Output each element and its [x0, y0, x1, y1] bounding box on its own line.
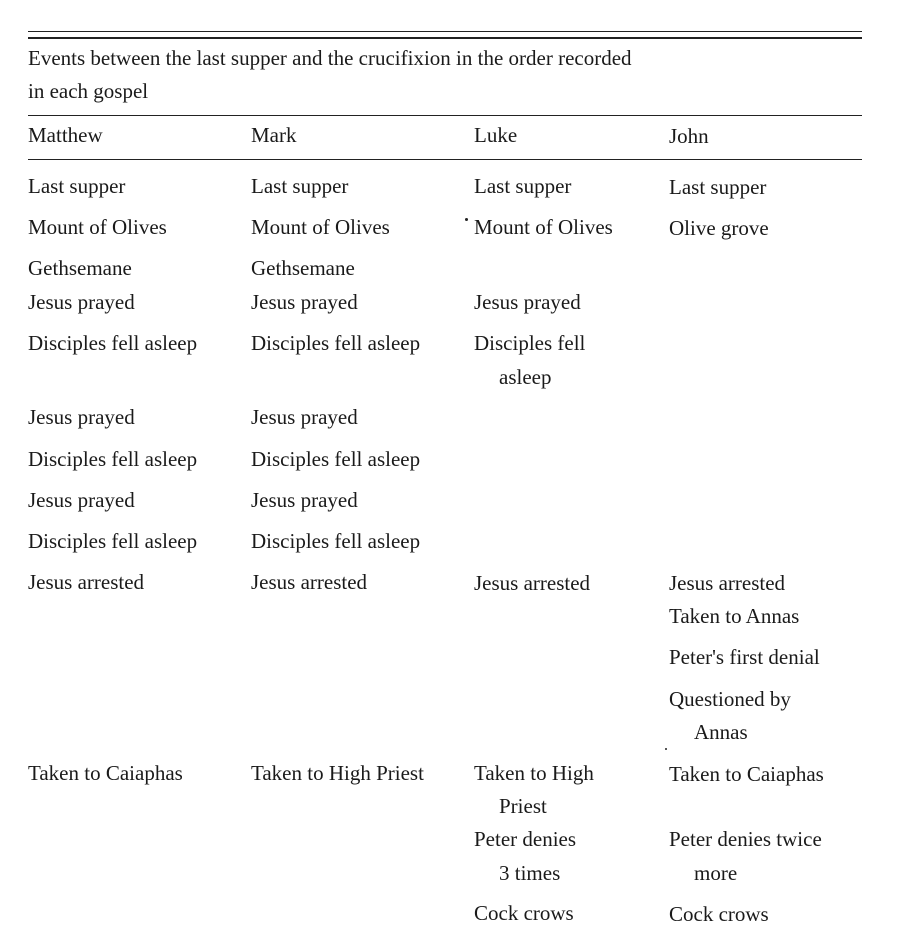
- header-mark: Mark: [251, 123, 297, 147]
- table-cell: Jesus prayed: [251, 488, 358, 512]
- table-cell: Peter denies: [474, 827, 577, 851]
- table-cell: Cock crows: [669, 902, 769, 926]
- table-cell: Jesus arrested: [28, 570, 145, 594]
- table-cell: Jesus arrested: [251, 570, 368, 594]
- table-cell: Jesus prayed: [251, 290, 358, 314]
- top-thin-rule: [28, 31, 862, 32]
- table-cell: Mount of Olives: [251, 215, 390, 239]
- table-cell: Questioned by: [669, 687, 791, 711]
- table-cell: Jesus arrested: [474, 571, 591, 595]
- header-luke: Luke: [474, 123, 518, 147]
- table-cell: Jesus prayed: [28, 290, 135, 314]
- table-cell: Disciples fell asleep: [28, 331, 198, 355]
- table-cell: Disciples fell asleep: [28, 529, 198, 553]
- table-cell: Disciples fell asleep: [251, 331, 421, 355]
- print-speck: [465, 218, 468, 221]
- table-cell: Last supper: [474, 174, 572, 198]
- table-cell: Disciples fell asleep: [251, 447, 421, 471]
- table-cell: Disciples fell: [474, 331, 586, 355]
- top-thick-rule: [28, 37, 862, 39]
- header-matthew: Matthew: [28, 123, 103, 147]
- table-cell: Last supper: [251, 174, 349, 198]
- table-cell-continuation: Priest: [499, 794, 547, 818]
- table-cell: Jesus prayed: [28, 488, 135, 512]
- table-cell: Jesus prayed: [28, 405, 135, 429]
- print-speck: [665, 748, 667, 750]
- table-cell-continuation: 3 times: [499, 861, 561, 885]
- table-cell: Taken to Annas: [669, 604, 800, 628]
- table-cell: Taken to High: [474, 761, 594, 785]
- table-cell: Disciples fell asleep: [28, 447, 198, 471]
- header-bottom-rule: [28, 159, 862, 160]
- table-cell: Cock crows: [474, 901, 574, 925]
- table-cell: Peter denies twice: [669, 827, 822, 851]
- header-john: John: [669, 124, 709, 148]
- table-cell: Last supper: [669, 175, 767, 199]
- table-caption: [28, 42, 828, 108]
- table-cell: Olive grove: [669, 216, 769, 240]
- table-cell: Gethsemane: [251, 256, 355, 280]
- table-cell: Jesus arrested: [669, 571, 786, 595]
- table-cell: Mount of Olives: [28, 215, 167, 239]
- table-cell: Last supper: [28, 174, 126, 198]
- table-cell: Taken to High Priest: [251, 761, 424, 785]
- table-cell: Mount of Olives: [474, 215, 613, 239]
- table-cell: Taken to Caiaphas: [28, 761, 183, 785]
- table-cell: Jesus prayed: [474, 290, 581, 314]
- table-cell: Taken to Caiaphas: [669, 762, 824, 786]
- table-cell-continuation: Annas: [694, 720, 748, 744]
- table-cell: Disciples fell asleep: [251, 529, 421, 553]
- table-cell: Gethsemane: [28, 256, 132, 280]
- table-cell-continuation: more: [694, 861, 738, 885]
- table-cell-continuation: asleep: [499, 365, 552, 389]
- table-cell: Jesus prayed: [251, 405, 358, 429]
- caption-line-2: in each gospel: [28, 79, 149, 103]
- table-cell: Peter's first denial: [669, 645, 820, 669]
- caption-line-1: Events between the last supper and the crucifixion in the order recorded: [28, 46, 632, 70]
- caption-bottom-rule: [28, 115, 862, 116]
